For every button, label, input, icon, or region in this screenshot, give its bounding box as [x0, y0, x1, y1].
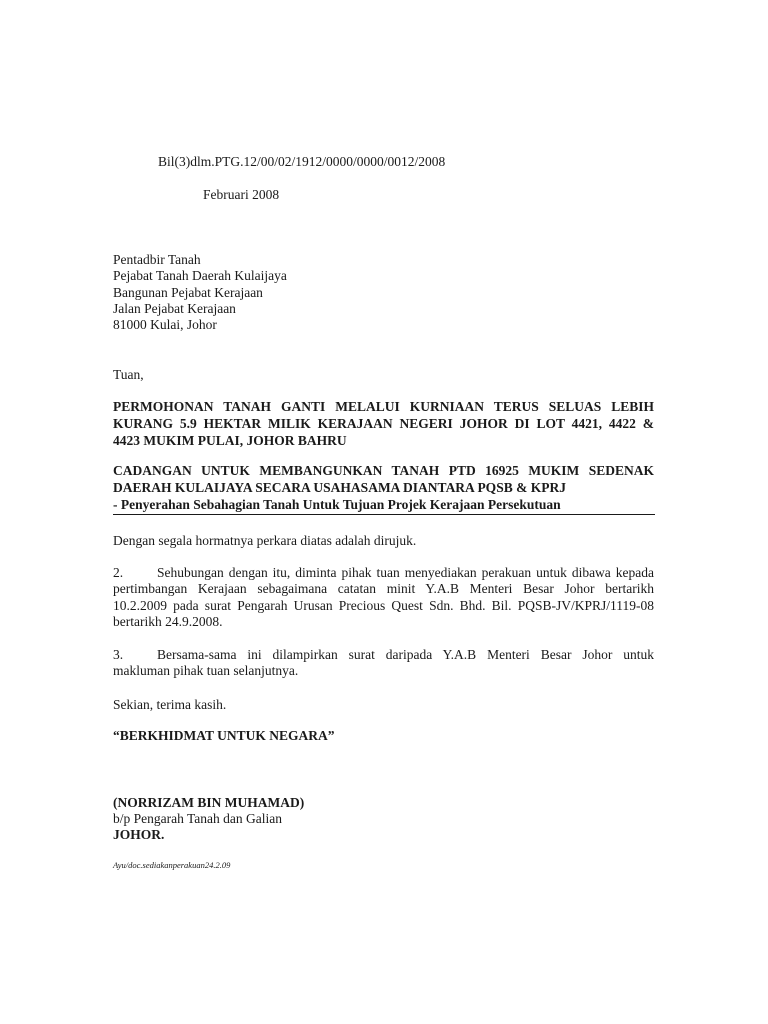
recipient-line: 81000 Kulai, Johor [113, 317, 217, 333]
recipient-line: Jalan Pejabat Kerajaan [113, 300, 236, 316]
closing-text: Sekian, terima kasih. [113, 697, 227, 712]
paragraph-3 [113, 647, 654, 680]
paragraph-line: 10.2.2009 pada surat Pengarah Urusan Precious Quest Sdn. Bhd. Bil. PQSB-JV/KPRJ/1119-08 [113, 597, 654, 613]
signatory-name: (NORRIZAM BIN MUHAMAD) [113, 795, 305, 810]
subject-line: 4423 MUKIM PULAI, JOHOR BAHRU [113, 433, 347, 448]
motto: “BERKHIDMAT UNTUK NEGARA” [113, 728, 335, 743]
recipient-address [113, 252, 287, 333]
subject-heading-2 [113, 462, 654, 513]
paragraph-line: makluman pihak tuan selanjutnya. [113, 663, 299, 679]
signatory-state: JOHOR. [113, 827, 165, 842]
paragraph-text: Sehubungan dengan itu, diminta pihak tuan menyediakan perakuan untuk dibawa kepada [157, 565, 654, 580]
recipient-line: Pejabat Tanah Daerah Kulaijaya [113, 268, 287, 284]
paragraph-number: 2. [113, 565, 124, 580]
file-reference: Ayu/doc.sediakanperakuan24.2.09 [113, 860, 231, 870]
paragraph-2 [113, 565, 654, 630]
recipient-line: Bangunan Pejabat Kerajaan [113, 284, 263, 300]
letter-date: Februari 2008 [203, 187, 280, 202]
heading-underline [113, 514, 655, 515]
paragraph-line: pertimbangan Kerajaan sebagaimana catatan minit Y.A.B Menteri Besar Johor bertarikh [113, 581, 654, 597]
signatory-title: b/p Pengarah Tanah dan Galian [113, 811, 283, 826]
subject-line: CADANGAN UNTUK MEMBANGUNKAN TANAH PTD 16925 MUKIM SEDENAK [113, 463, 654, 478]
subject-line: DAERAH KULAIJAYA SECARA USAHASAMA DIANTARA PQSB & KPRJ [113, 480, 566, 495]
recipient-line: Pentadbir Tanah [113, 252, 201, 267]
paragraph-number: 3. [113, 647, 124, 662]
intro-paragraph: Dengan segala hormatnya perkara diatas adalah dirujuk. [113, 533, 417, 548]
salutation: Tuan, [113, 367, 144, 382]
subject-line: PERMOHONAN TANAH GANTI MELALUI KURNIAAN TERUS SELUAS LEBIH [113, 399, 654, 414]
paragraph-text: Bersama-sama ini dilampirkan surat daripada Y.A.B Menteri Besar Johor untuk [157, 647, 654, 662]
subject-heading-1 [113, 398, 654, 449]
paragraph-line [113, 565, 654, 581]
subject-subline: - Penyerahan Sebahagian Tanah Untuk Tujuan Projek Kerajaan Persekutuan [113, 497, 561, 512]
paragraph-line [113, 647, 654, 663]
subject-line: KURANG 5.9 HEKTAR MILIK KERAJAAN NEGERI JOHOR DI LOT 4421, 4422 & [113, 416, 654, 431]
reference-number: Bil(3)dlm.PTG.12/00/02/1912/0000/0000/0012/2008 [158, 154, 446, 169]
paragraph-line: bertarikh 24.9.2008. [113, 613, 223, 629]
